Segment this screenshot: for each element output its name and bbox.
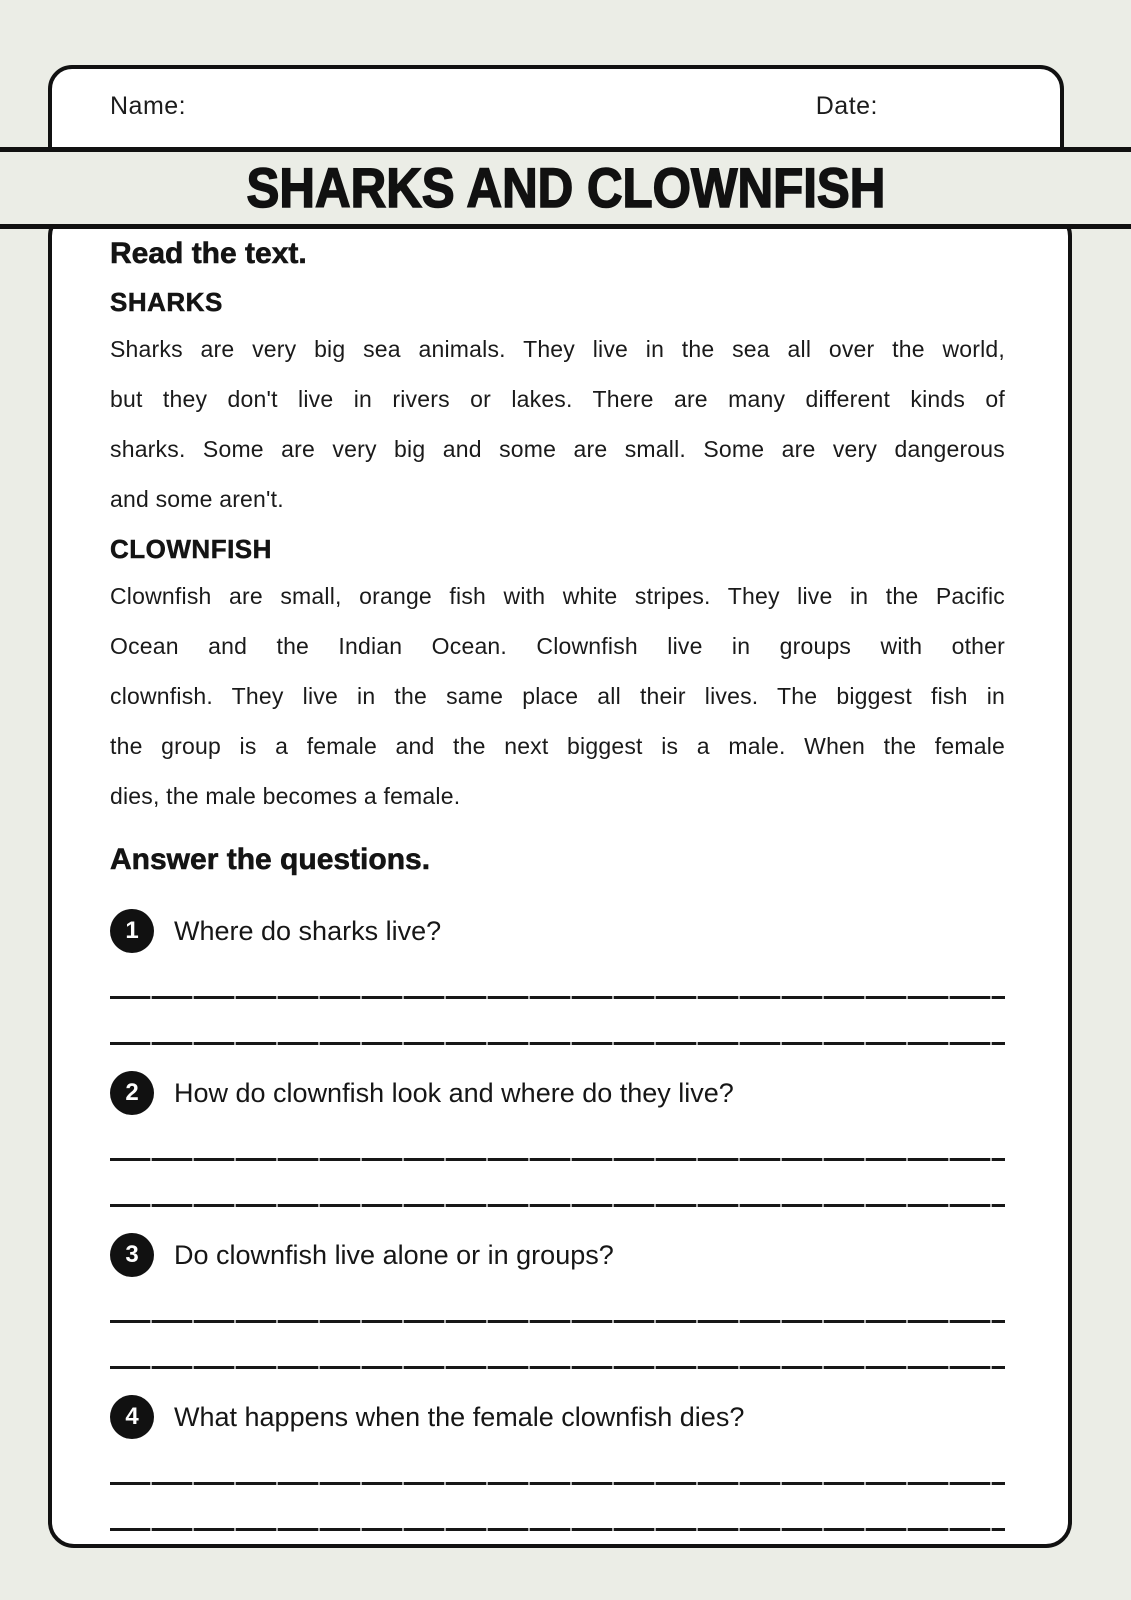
question-number-badge: 2 — [110, 1071, 154, 1115]
worksheet-body — [48, 210, 1072, 1548]
paragraph-line: Sharks are very big sea animals. They live in the sea all over the world, — [110, 336, 1005, 362]
question-1 — [110, 909, 1005, 953]
name-write-area[interactable] — [186, 91, 816, 125]
paragraph-line: the group is a female and the next biggest is a male. When the female — [110, 733, 1005, 759]
section-label-sharks: SHARKS — [110, 287, 223, 317]
question-text: What happens when the female clownfish dies? — [174, 1402, 745, 1432]
answer-line[interactable] — [110, 1528, 1005, 1531]
answer-line[interactable] — [110, 1482, 1005, 1485]
question-4 — [110, 1395, 1005, 1439]
clownfish-paragraph — [110, 571, 1005, 821]
question-text: Do clownfish live alone or in groups? — [174, 1240, 614, 1270]
question-3 — [110, 1233, 1005, 1277]
name-label: Name: — [110, 92, 187, 120]
answer-line[interactable] — [110, 1204, 1005, 1207]
answer-line[interactable] — [110, 996, 1005, 999]
worksheet-title: SHARKS AND CLOWNFISH — [246, 156, 885, 219]
paragraph-line: sharks. Some are very big and some are small. Some are very dangerous — [110, 436, 1005, 462]
paragraph-line: Ocean and the Indian Ocean. Clownfish live in groups with other — [110, 633, 1005, 659]
question-number-badge: 3 — [110, 1233, 154, 1277]
read-instruction: Read the text. — [110, 237, 307, 270]
question-text: How do clownfish look and where do they live? — [174, 1078, 734, 1108]
date-label: Date: — [815, 92, 878, 120]
answer-line[interactable] — [110, 1366, 1005, 1369]
sharks-paragraph — [110, 324, 1005, 524]
answer-instruction: Answer the questions. — [110, 843, 431, 876]
paragraph-line: Clownfish are small, orange fish with white stripes. They live in the Pacific — [110, 583, 1005, 609]
title-banner — [0, 147, 1131, 229]
answer-line[interactable] — [110, 1158, 1005, 1161]
answer-line[interactable] — [110, 1042, 1005, 1045]
question-number-badge: 1 — [110, 909, 154, 953]
paragraph-line: dies, the male becomes a female. — [110, 783, 461, 809]
question-text: Where do sharks live? — [174, 916, 442, 946]
paragraph-line: and some aren't. — [110, 486, 284, 512]
question-number-badge: 4 — [110, 1395, 154, 1439]
paragraph-line: but they don't live in rivers or lakes. There are many different kinds of — [110, 386, 1005, 412]
paragraph-line: clownfish. They live in the same place all their lives. The biggest fish in — [110, 683, 1005, 709]
question-2 — [110, 1071, 1005, 1115]
answer-line[interactable] — [110, 1320, 1005, 1323]
section-label-clownfish: CLOWNFISH — [110, 534, 272, 564]
